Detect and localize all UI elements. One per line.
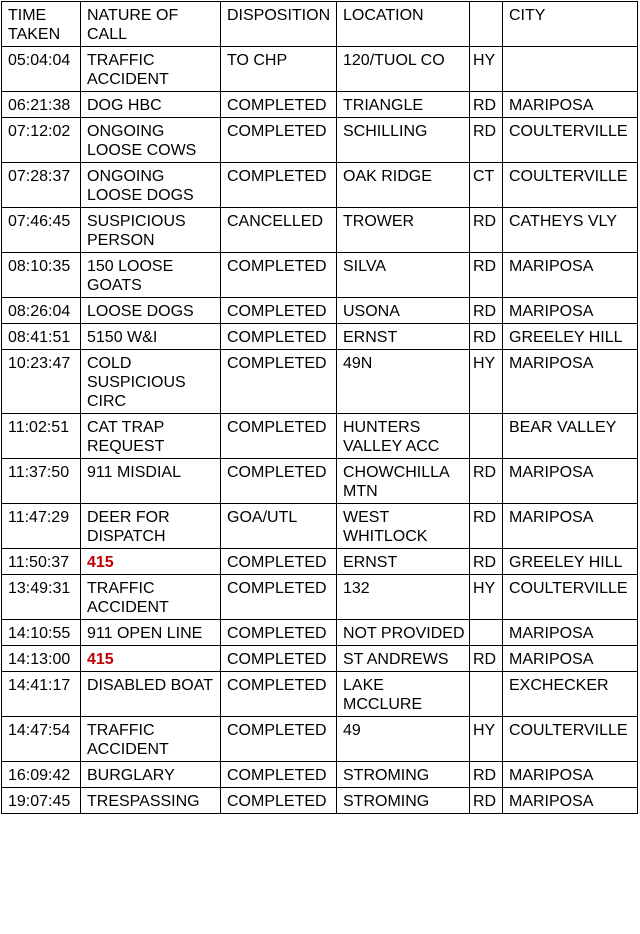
location-cell: HUNTERS VALLEY ACC — [337, 414, 470, 459]
time-cell: 07:46:45 — [2, 208, 81, 253]
nature-cell: DISABLED BOAT — [81, 672, 221, 717]
disposition-cell: COMPLETED — [221, 717, 337, 762]
header-row — [2, 2, 638, 47]
nature-cell: 5150 W&I — [81, 324, 221, 350]
time-cell: 14:41:17 — [2, 672, 81, 717]
time-cell: 13:49:31 — [2, 575, 81, 620]
road-suffix-cell: RD — [470, 118, 503, 163]
table-row — [2, 118, 638, 163]
table-row — [2, 788, 638, 814]
location-cell: SILVA — [337, 253, 470, 298]
road-suffix-cell: RD — [470, 92, 503, 118]
table-row — [2, 504, 638, 549]
table-row — [2, 646, 638, 672]
header-city: CITY — [503, 2, 638, 47]
road-suffix-cell: RD — [470, 459, 503, 504]
time-cell: 08:10:35 — [2, 253, 81, 298]
road-suffix-cell: RD — [470, 324, 503, 350]
location-cell: STROMING — [337, 762, 470, 788]
nature-cell: ONGOING LOOSE COWS — [81, 118, 221, 163]
time-cell: 08:26:04 — [2, 298, 81, 324]
header-location: LOCATION — [337, 2, 470, 47]
city-cell: MARIPOSA — [503, 646, 638, 672]
disposition-cell: COMPLETED — [221, 459, 337, 504]
table-row — [2, 298, 638, 324]
location-cell: NOT PROVIDED — [337, 620, 470, 646]
disposition-cell: COMPLETED — [221, 350, 337, 414]
city-cell: MARIPOSA — [503, 253, 638, 298]
nature-cell: LOOSE DOGS — [81, 298, 221, 324]
nature-cell: SUSPICIOUS PERSON — [81, 208, 221, 253]
location-cell: OAK RIDGE — [337, 163, 470, 208]
call-log-body — [2, 47, 638, 814]
city-cell: CATHEYS VLY — [503, 208, 638, 253]
table-row — [2, 672, 638, 717]
road-suffix-cell — [470, 620, 503, 646]
road-suffix-cell: RD — [470, 208, 503, 253]
location-cell: USONA — [337, 298, 470, 324]
city-cell: MARIPOSA — [503, 504, 638, 549]
road-suffix-cell: RD — [470, 762, 503, 788]
road-suffix-cell — [470, 414, 503, 459]
city-cell: MARIPOSA — [503, 459, 638, 504]
nature-cell: 415 — [81, 549, 221, 575]
disposition-cell: COMPLETED — [221, 324, 337, 350]
time-cell: 05:04:04 — [2, 47, 81, 92]
nature-cell: ONGOING LOOSE DOGS — [81, 163, 221, 208]
time-cell: 14:10:55 — [2, 620, 81, 646]
header-nature-of-call: NATURE OF CALL — [81, 2, 221, 47]
location-cell: TROWER — [337, 208, 470, 253]
location-cell: ERNST — [337, 549, 470, 575]
disposition-cell: CANCELLED — [221, 208, 337, 253]
disposition-cell: COMPLETED — [221, 253, 337, 298]
nature-cell: TRESPASSING — [81, 788, 221, 814]
road-suffix-cell: RD — [470, 298, 503, 324]
table-row — [2, 92, 638, 118]
city-cell: MARIPOSA — [503, 92, 638, 118]
nature-cell: COLD SUSPICIOUS CIRC — [81, 350, 221, 414]
table-row — [2, 324, 638, 350]
table-row — [2, 208, 638, 253]
table-row — [2, 549, 638, 575]
road-suffix-cell: CT — [470, 163, 503, 208]
city-cell — [503, 47, 638, 92]
nature-cell: DEER FOR DISPATCH — [81, 504, 221, 549]
table-row — [2, 47, 638, 92]
disposition-cell: GOA/UTL — [221, 504, 337, 549]
time-cell: 16:09:42 — [2, 762, 81, 788]
disposition-cell: COMPLETED — [221, 575, 337, 620]
location-cell: WEST WHITLOCK — [337, 504, 470, 549]
road-suffix-cell: HY — [470, 350, 503, 414]
nature-cell: BURGLARY — [81, 762, 221, 788]
time-cell: 10:23:47 — [2, 350, 81, 414]
disposition-cell: COMPLETED — [221, 414, 337, 459]
header-time-taken: TIME TAKEN — [2, 2, 81, 47]
location-cell: SCHILLING — [337, 118, 470, 163]
disposition-cell: COMPLETED — [221, 788, 337, 814]
nature-cell: DOG HBC — [81, 92, 221, 118]
time-cell: 07:28:37 — [2, 163, 81, 208]
header-disposition: DISPOSITION — [221, 2, 337, 47]
nature-cell: 150 LOOSE GOATS — [81, 253, 221, 298]
nature-cell: 415 — [81, 646, 221, 672]
city-cell: EXCHECKER — [503, 672, 638, 717]
road-suffix-cell: RD — [470, 788, 503, 814]
location-cell: ST ANDREWS — [337, 646, 470, 672]
table-row — [2, 717, 638, 762]
road-suffix-cell: HY — [470, 47, 503, 92]
road-suffix-cell: RD — [470, 549, 503, 575]
disposition-cell: COMPLETED — [221, 620, 337, 646]
time-cell: 07:12:02 — [2, 118, 81, 163]
location-cell: 49N — [337, 350, 470, 414]
road-suffix-cell: RD — [470, 253, 503, 298]
city-cell: MARIPOSA — [503, 350, 638, 414]
city-cell: COULTERVILLE — [503, 717, 638, 762]
table-row — [2, 620, 638, 646]
location-cell: 120/TUOL CO — [337, 47, 470, 92]
time-cell: 11:47:29 — [2, 504, 81, 549]
road-suffix-cell: HY — [470, 717, 503, 762]
disposition-cell: COMPLETED — [221, 92, 337, 118]
location-cell: ERNST — [337, 324, 470, 350]
road-suffix-cell: RD — [470, 504, 503, 549]
header-road-suffix — [470, 2, 503, 47]
disposition-cell: COMPLETED — [221, 118, 337, 163]
time-cell: 14:47:54 — [2, 717, 81, 762]
nature-cell: CAT TRAP REQUEST — [81, 414, 221, 459]
city-cell: BEAR VALLEY — [503, 414, 638, 459]
time-cell: 06:21:38 — [2, 92, 81, 118]
disposition-cell: COMPLETED — [221, 549, 337, 575]
location-cell: LAKE MCCLURE — [337, 672, 470, 717]
table-row — [2, 253, 638, 298]
road-suffix-cell: RD — [470, 646, 503, 672]
city-cell: GREELEY HILL — [503, 324, 638, 350]
time-cell: 19:07:45 — [2, 788, 81, 814]
city-cell: COULTERVILLE — [503, 118, 638, 163]
city-cell: MARIPOSA — [503, 298, 638, 324]
location-cell: STROMING — [337, 788, 470, 814]
nature-cell: TRAFFIC ACCIDENT — [81, 717, 221, 762]
nature-cell: TRAFFIC ACCIDENT — [81, 575, 221, 620]
disposition-cell: TO CHP — [221, 47, 337, 92]
table-row — [2, 350, 638, 414]
road-suffix-cell: HY — [470, 575, 503, 620]
disposition-cell: COMPLETED — [221, 672, 337, 717]
location-cell: 132 — [337, 575, 470, 620]
nature-cell: 911 MISDIAL — [81, 459, 221, 504]
time-cell: 11:50:37 — [2, 549, 81, 575]
time-cell: 11:37:50 — [2, 459, 81, 504]
disposition-cell: COMPLETED — [221, 298, 337, 324]
table-row — [2, 414, 638, 459]
table-row — [2, 575, 638, 620]
nature-cell: TRAFFIC ACCIDENT — [81, 47, 221, 92]
city-cell: MARIPOSA — [503, 620, 638, 646]
city-cell: GREELEY HILL — [503, 549, 638, 575]
time-cell: 11:02:51 — [2, 414, 81, 459]
disposition-cell: COMPLETED — [221, 762, 337, 788]
city-cell: COULTERVILLE — [503, 575, 638, 620]
table-row — [2, 762, 638, 788]
city-cell: MARIPOSA — [503, 788, 638, 814]
location-cell: 49 — [337, 717, 470, 762]
road-suffix-cell — [470, 672, 503, 717]
table-row — [2, 459, 638, 504]
nature-cell: 911 OPEN LINE — [81, 620, 221, 646]
time-cell: 14:13:00 — [2, 646, 81, 672]
city-cell: COULTERVILLE — [503, 163, 638, 208]
location-cell: CHOWCHILLA MTN — [337, 459, 470, 504]
location-cell: TRIANGLE — [337, 92, 470, 118]
table-row — [2, 163, 638, 208]
disposition-cell: COMPLETED — [221, 646, 337, 672]
call-log-table — [1, 1, 638, 814]
time-cell: 08:41:51 — [2, 324, 81, 350]
disposition-cell: COMPLETED — [221, 163, 337, 208]
city-cell: MARIPOSA — [503, 762, 638, 788]
